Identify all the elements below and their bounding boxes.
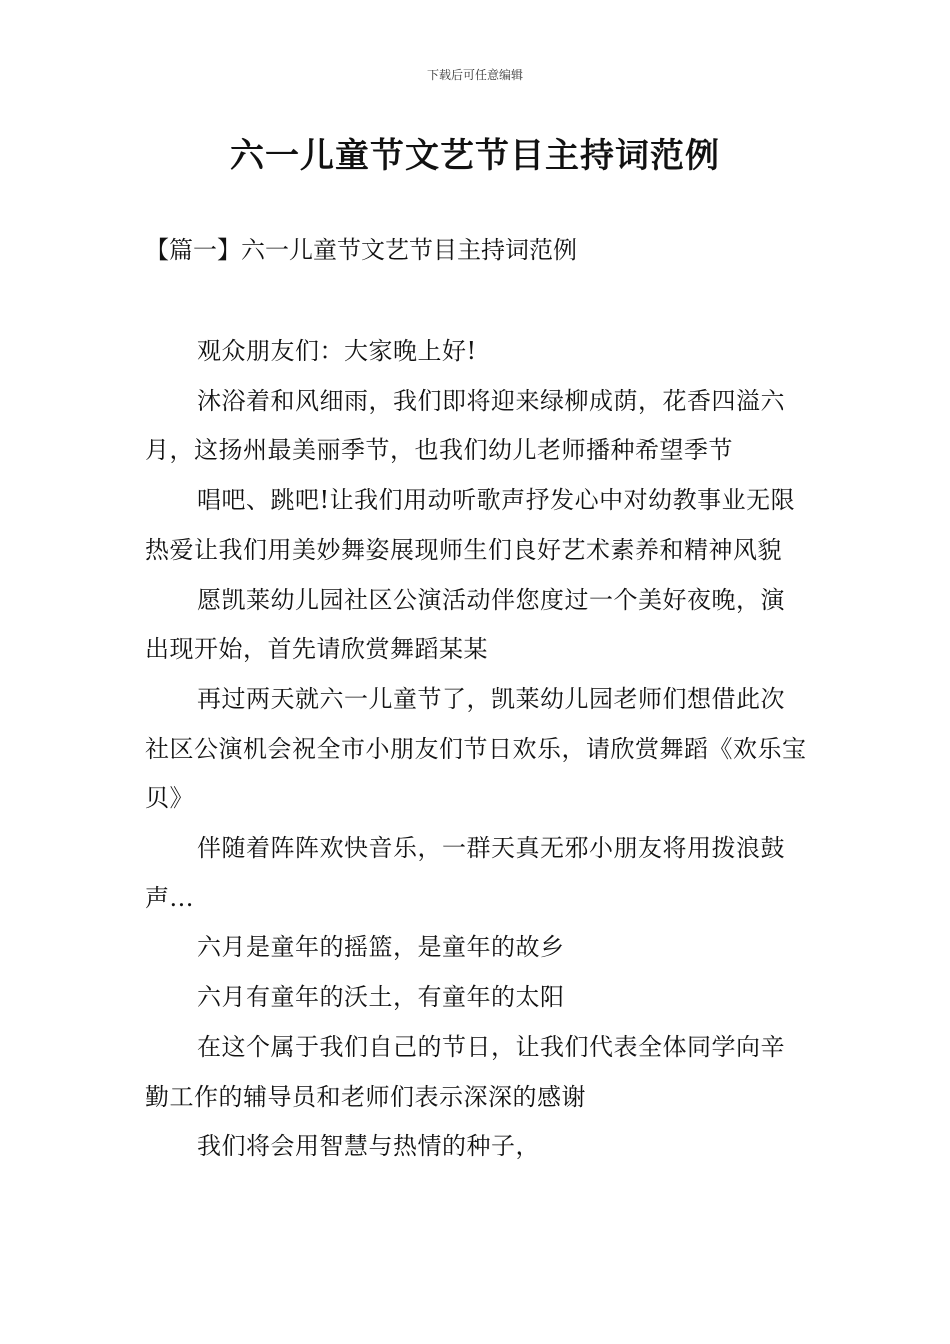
paragraph-greeting: 观众朋友们：大家晚上好! [197,337,477,365]
paragraph: 六月有童年的沃土，有童年的太阳 [197,983,565,1012]
paragraph: 沐浴着和风细雨，我们即将迎来绿柳成荫，花香四溢六月，这扬州最美丽季节，也我们幼儿老师播种希望季节 [145,386,785,465]
paragraph: 唱吧、跳吧!让我们用动听歌声抒发心中对幼教事业无限热爱让我们用美妙舞姿展现师生们良好艺术素养和精神风貌 [145,486,796,564]
paragraph: 六月是童年的摇篮，是童年的故乡 [197,933,565,962]
header-note: 下载后可任意编辑 [426,68,523,82]
paragraph: 愿凯莱幼儿园社区公演活动伴您度过一个美好夜晚，演出现开始，首先请欣赏舞蹈某某 [145,585,785,664]
paragraph: 伴随着阵阵欢快音乐，一群天真无邪小朋友将用拨浪鼓声... [145,834,785,912]
paragraph: 在这个属于我们自己的节日，让我们代表全体同学向辛勤工作的辅导员和老师们表示深深的感谢 [145,1032,785,1111]
paragraph: 我们将会用智慧与热情的种子， [197,1132,540,1161]
document-title: 六一儿童节文艺节目主持词范例 [230,136,720,176]
document-body [145,327,807,1172]
paragraph: 再过两天就六一儿童节了，凯莱幼儿园老师们想借此次社区公演机会祝全市小朋友们节日欢乐，请欣赏舞蹈《欢乐宝贝》 [145,684,807,813]
section-heading: 【篇一】六一儿童节文艺节目主持词范例 [145,236,577,264]
